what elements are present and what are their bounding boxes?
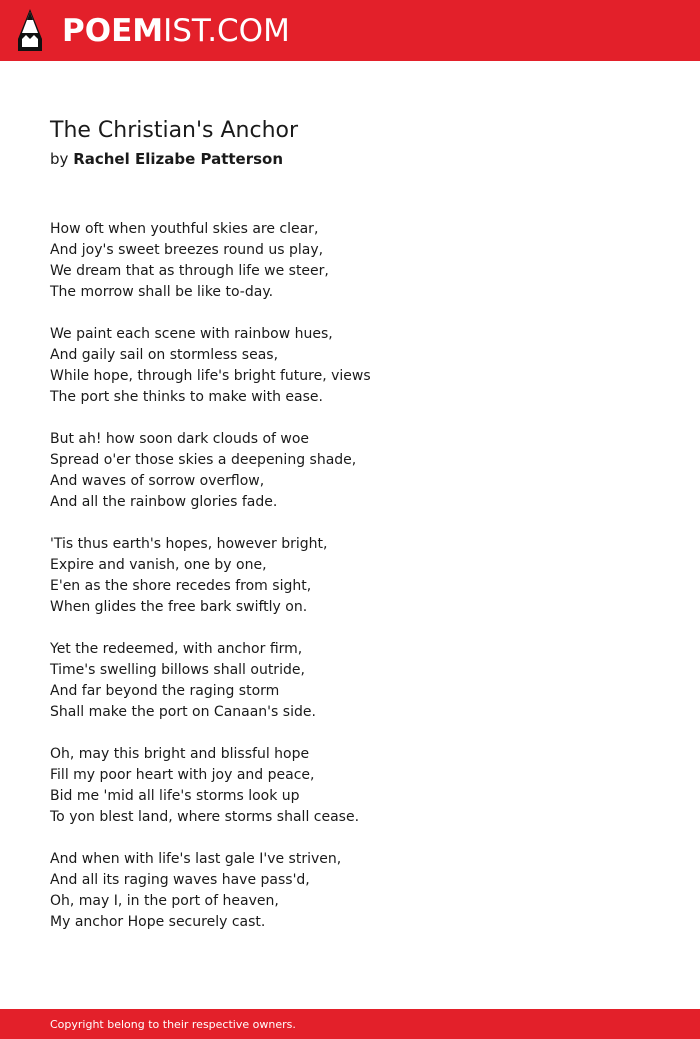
author-name: Rachel Elizabe Patterson	[73, 150, 284, 168]
poem-line: Oh, may I, in the port of heaven,	[50, 893, 279, 909]
poem-line: And all the rainbow glories fade.	[50, 494, 278, 510]
stanza	[50, 849, 650, 933]
site-logo[interactable]	[62, 11, 290, 51]
poem-line: While hope, through life's bright future, views	[50, 368, 371, 384]
stanza	[50, 429, 650, 513]
byline	[50, 148, 283, 170]
poem-line: Spread o'er those skies a deepening shade,	[50, 452, 357, 468]
poem-line: And all its raging waves have pass'd,	[50, 872, 310, 888]
by-label: by	[50, 150, 69, 168]
poem-line: The port she thinks to make with ease.	[50, 389, 323, 405]
stanza	[50, 324, 650, 408]
stanza	[50, 219, 650, 303]
poem-line: Fill my poor heart with joy and peace,	[50, 767, 315, 783]
site-footer	[0, 1009, 700, 1039]
poem-line: E'en as the shore recedes from sight,	[50, 578, 312, 594]
poem-line: When glides the free bark swiftly on.	[50, 599, 308, 615]
poem-line: Shall make the port on Canaan's side.	[50, 704, 316, 720]
poem-line: How oft when youthful skies are clear,	[50, 221, 319, 237]
site-header	[0, 0, 700, 61]
poem-line: Oh, may this bright and blissful hope	[50, 746, 310, 762]
copyright-notice: Copyright belong to their respective owners.	[50, 1018, 296, 1031]
poem-line: Yet the redeemed, with anchor firm,	[50, 641, 303, 657]
poem-line: And far beyond the raging storm	[50, 683, 280, 699]
logo-light-text: IST.COM	[163, 13, 290, 49]
poem-line: Bid me 'mid all life's storms look up	[50, 788, 300, 804]
stanza	[50, 744, 650, 828]
poem-line: To yon blest land, where storms shall cease.	[50, 809, 360, 825]
poem-line: And joy's sweet breezes round us play,	[50, 242, 324, 258]
poem-body	[50, 219, 650, 954]
poem-line: But ah! how soon dark clouds of woe	[50, 431, 310, 447]
pencil-icon[interactable]	[18, 9, 42, 51]
logo-bold-text: POEM	[62, 13, 164, 49]
poem-line: We dream that as through life we steer,	[50, 263, 329, 279]
poem-line: And gaily sail on stormless seas,	[50, 347, 279, 363]
poem-line: We paint each scene with rainbow hues,	[50, 326, 333, 342]
poem-line: 'Tis thus earth's hopes, however bright,	[50, 536, 328, 552]
poem-line: Expire and vanish, one by one,	[50, 557, 267, 573]
stanza	[50, 639, 650, 723]
poem-title: The Christian's Anchor	[50, 118, 299, 143]
stanza	[50, 534, 650, 618]
poem-line: And when with life's last gale I've striven,	[50, 851, 342, 867]
poem-line: And waves of sorrow overflow,	[50, 473, 265, 489]
poem-line: My anchor Hope securely cast.	[50, 914, 266, 930]
poem-line: Time's swelling billows shall outride,	[50, 662, 305, 678]
poem-line: The morrow shall be like to-day.	[50, 284, 274, 300]
